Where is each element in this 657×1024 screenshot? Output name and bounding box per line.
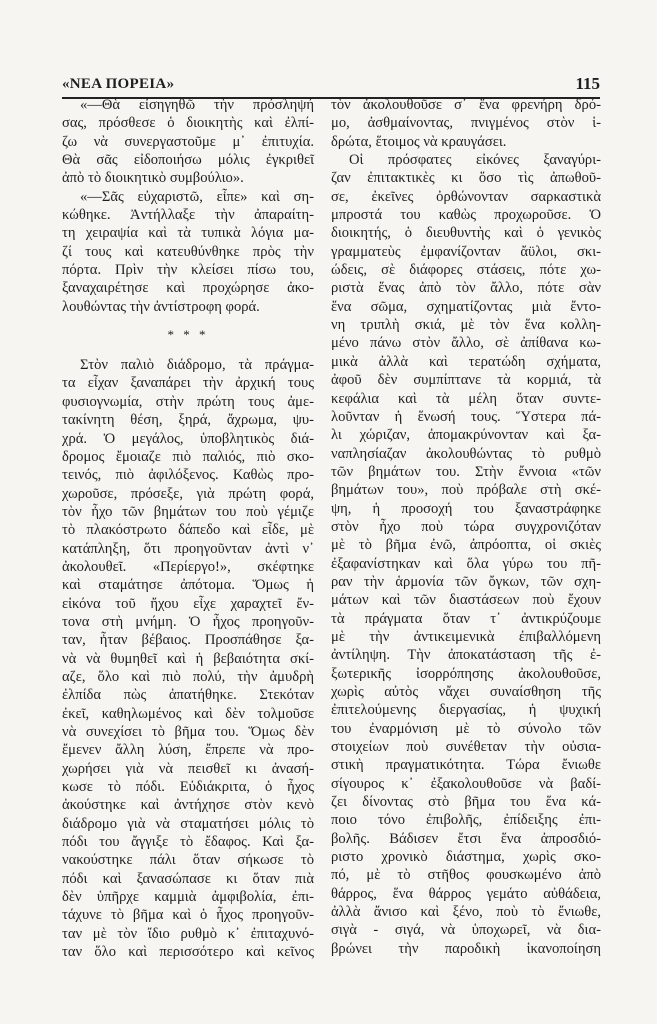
text-line: πόδι καὶ ξανασώπασε κι ὅταν πιὰ bbox=[62, 870, 314, 887]
text-line: κώθηκε. Ἀντήλλαξε τὴν ἀπαραίτη- bbox=[62, 207, 314, 224]
text-line: ριστο χρονικὸ διάστημα, χωρὶς σκο- bbox=[331, 849, 601, 866]
text-line: μο, ἀσθμαίνοντας, πνιγμένος στὸν ἱ- bbox=[331, 115, 601, 132]
text-line: φυσιογνωμία, στὴν πρώτη τους ἀμε- bbox=[62, 393, 314, 410]
text-line: στὸν ἦχο ποὺ τώρα συγχρονιζόταν bbox=[331, 518, 601, 535]
text-line: τα εἶχαν ξαναπάρει τὴν ἀρχική τους bbox=[62, 375, 314, 392]
right-column bbox=[331, 96, 601, 958]
text-line: ἐξαφανίστηκαν καὶ ὅλα γύρω του πῆ- bbox=[331, 555, 601, 572]
text-line: μικὰ ἀλλὰ καὶ τερατώδη σχήματα, bbox=[331, 353, 601, 370]
text-line: ψη, ἡ προσοχή του ξαναστράφηκε bbox=[331, 500, 601, 517]
text-line: νακούστηκε πάλι ὅταν σήκωσε τὸ bbox=[62, 852, 314, 869]
text-line: τεινός, πιὸ ἀφιλόξενος. Καθὼς προ- bbox=[62, 467, 314, 484]
text-line: τὸ πλακόστρωτο δάπεδο καὶ εἶδε, μὲ bbox=[62, 522, 314, 539]
text-line: ἐπιτελούμενης διεργασίας, ἡ ψυχική bbox=[331, 702, 601, 719]
page-number: 115 bbox=[575, 74, 600, 93]
text-line: ζω νὰ συνεργαστοῦμε μ᾽ ἐπιτυχία. bbox=[62, 133, 314, 150]
text-line: ταν, ἦταν βέβαιος. Προσπάθησε ξα- bbox=[62, 632, 314, 649]
section-separator: * * * bbox=[167, 327, 209, 343]
text-line: ποιο τόνο ἐπιβολῆς, ἐπίδειξης ἐπι- bbox=[331, 812, 601, 829]
text-line: χωρήσει γιὰ νὰ πεισθεῖ κι ἀνασή- bbox=[62, 760, 314, 777]
text-line: τη χειραψία καὶ τὰ τυπικὰ λόγια μα- bbox=[62, 225, 314, 242]
text-line: του ἐναρμόνιση μὲ τὸ σύνολο τῶν bbox=[331, 720, 601, 737]
text-line: ἀπὸ τὸ διοικητικὸ συμβούλιο». bbox=[62, 170, 244, 187]
text-line: διοικητής, ὁ διευθυντὴς καὶ ὁ γενικὸς bbox=[331, 225, 601, 242]
text-line: τακίνητη θέση, ξηρά, ἄχρωμα, ψυ- bbox=[62, 412, 314, 429]
text-line: κατάπληξη, ὅτι προηγοῦνταν ἀντὶ ν᾽ bbox=[62, 540, 314, 557]
text-line: γραμματεὺς ἐμφανίζονταν ἄϋλοι, σκι- bbox=[331, 243, 601, 260]
text-line: εἰκόνα τοῦ ἤχου εἶχε χαραχτεῖ ἔν- bbox=[62, 595, 314, 612]
text-line: κεφάλια καὶ τὰ μέλη ὅταν συντε- bbox=[331, 390, 601, 407]
text-line: βημάτων του», ποὺ πρόβαλε στὴ σκέ- bbox=[331, 482, 601, 499]
running-header bbox=[62, 74, 600, 96]
text-line: ώδεις, σὲ διάφορες στάσεις, πότε χω- bbox=[331, 262, 601, 279]
text-line: ἀφοῦ δὲν συμπίπτανε τὰ κορμιά, τὰ bbox=[331, 372, 601, 389]
text-line: μὲ τὴν ἀντικειμενικὰ ἐπιβαλλόμενη bbox=[331, 628, 601, 645]
text-line: θάρρος, ἕνα θάρρος γεμάτο αὐθάδεια, bbox=[331, 885, 601, 902]
text-line: ἕνα σῶμα, σχηματίζοντας μιὰ ἔντο- bbox=[331, 298, 601, 315]
text-line: ριστὰ ἕνας ἀπὸ τὸν ἄλλο, πότε σὰν bbox=[331, 280, 601, 297]
text-line: διάδρομο γιὰ νὰ σταματήσει μόλις τὸ bbox=[62, 815, 314, 832]
text-line: τὰ πράγματα ὅταν τ᾽ ἀντικρύζουμε bbox=[331, 610, 601, 627]
text-line: μένο πάνω στὸν ἄλλο, σὲ ἀπίθανα κω- bbox=[331, 335, 601, 352]
text-line: νη τριπλὴ σκιά, μὲ τὸν ἕνα κολλη- bbox=[331, 317, 601, 334]
text-line: ἀντίληψη. Τὴν ἀποκατάσταση τῆς ἐ- bbox=[331, 647, 601, 664]
text-line: βολῆς. Βάδισεν ἔτσι ἕνα ἀπροσδιό- bbox=[331, 830, 601, 847]
left-column bbox=[62, 96, 314, 961]
text-line: χωροῦσε, πρόσεξε, γιὰ πρώτη φορά, bbox=[62, 485, 314, 502]
text-line: νὰ νὰ θυμηθεῖ καὶ ἡ βεβαιότητα σκί- bbox=[62, 650, 314, 667]
text-line: σας, πρόσθεσε ὁ διοικητὴς καὶ ἐλπί- bbox=[62, 115, 314, 132]
text-line: λοῦνταν ἡ ἕνωσή τους. Ὕστερα πά- bbox=[331, 408, 601, 425]
text-line: «—Θὰ εἰσηγηθῶ τὴν πρόσληψή bbox=[80, 97, 314, 113]
text-line: τῶν βημάτων του. Στὴν ἔννοια «τῶν bbox=[331, 463, 601, 480]
text-line: μὲ τὸ βῆμα ἐνῶ, ἀπρόοπτα, οἱ σκιὲς bbox=[331, 537, 601, 554]
text-line: ζει δίνοντας στὸ βῆμα του ἕνα κά- bbox=[331, 794, 601, 811]
text-line: λουθώντας τὴν ἀντίστροφη φορά. bbox=[62, 298, 260, 315]
text-line: ταν μὲ τὸν ἴδιο ρυθμὸ κ᾽ ἐπιταχυνό- bbox=[62, 925, 314, 942]
text-line: σίγουρος κ᾽ ἐξακολουθοῦσε νὰ βαδί- bbox=[331, 775, 601, 792]
text-line: ναπλησίαζαν ἀκολουθώντας τὸ ρυθμὸ bbox=[331, 445, 601, 462]
text-line: «—Σᾶς εὐχαριστῶ, εἶπε» καὶ ση- bbox=[80, 188, 314, 205]
text-line: μάτων καὶ τῶν διαστάσεων ποὺ ἔχουν bbox=[331, 592, 601, 609]
text-line: ἐλπίδα πὼς ἀπατήθηκε. Στεκόταν bbox=[62, 687, 314, 704]
text-line: ξωτερικῆς ἰσορρόπησης ἀκολουθοῦσε, bbox=[331, 665, 601, 682]
text-line: μπροστά του καθὼς προχωροῦσε. Ὁ bbox=[331, 207, 601, 224]
text-line: χωρὶς αὐτὸς νἄχει συναίσθηση τῆς bbox=[331, 684, 601, 700]
text-line: Θὰ σᾶς εἰδοποιήσω μόλις ἐγκριθεῖ bbox=[62, 152, 314, 169]
text-line: δρομος ἔμοιαζε πιὸ παλιός, πιὸ σκο- bbox=[62, 448, 314, 465]
text-line: τονα στὴ μνήμη. Ὁ ἦχος προηγοῦν- bbox=[62, 613, 314, 630]
text-line: στοιχείων ποὺ συνέθεταν τὴν οὐσια- bbox=[331, 739, 601, 756]
text-line: σιγὰ - σιγά, νὰ ὑποχωρεῖ, νὰ δια- bbox=[331, 922, 601, 939]
journal-title: «ΝΕΑ ΠΟΡΕΙΑ» bbox=[62, 76, 175, 92]
text-line: ἀλλὰ ἄνισο καὶ ξένο, ποὺ τὸ ἔνιωθε, bbox=[331, 904, 601, 921]
text-line: ἀκολουθεῖ. «Περίεργο!», σκέφτηκε bbox=[62, 558, 314, 575]
text-line: τὸν ἀκολουθοῦσε σ᾽ ἕνα φρενήρη δρό- bbox=[331, 97, 601, 113]
text-line: δὲν ὑπῆρχε καμμιὰ ἀμφιβολία, ἐπι- bbox=[62, 889, 314, 906]
text-line: αζε, ὅλο καὶ πιὸ πολύ, τὴν ἀμυδρὴ bbox=[62, 668, 314, 685]
text-line: σε, ἐκεῖνες ὀρθώνονταν σαρκαστικὰ bbox=[331, 188, 601, 205]
text-line: ζαν ἐπιτακτικὲς κι ὅσο τὶς ἀπωθοῦ- bbox=[331, 170, 601, 187]
text-line: Οἱ πρόσφατες εἰκόνες ξαναγύρι- bbox=[349, 152, 601, 169]
text-line: ζί τους καὶ κατευθύνθηκε πρὸς τὴν bbox=[62, 243, 314, 260]
text-line: καὶ σταμάτησε ἀπότομα. Ὅμως ἡ bbox=[62, 577, 314, 594]
text-line: τάχυνε τὸ βῆμα καὶ ὁ ἦχος προηγοῦν- bbox=[62, 907, 314, 924]
text-line: πό, μὲ τὸ στῆθος φουσκωμένο ἀπὸ bbox=[331, 867, 601, 884]
text-line: λι χώριζαν, ἀπομακρύνονταν καὶ ξα- bbox=[331, 427, 601, 444]
text-line: ραν τὴν ἁρμονία τῶν ὄγκων, τῶν σχη- bbox=[331, 573, 601, 590]
text-line: ξαναχαιρέτησε καὶ προχώρησε ἀκο- bbox=[62, 280, 314, 297]
text-line: δρώτα, ἕτοιμος νὰ κραυγάσει. bbox=[331, 133, 507, 150]
text-line: ταν ὅλο καὶ περισσότερο καὶ κεῖνος bbox=[62, 944, 314, 961]
text-line: στικὴ πραγματικότητα. Τώρα ἔνιωθε bbox=[331, 757, 601, 774]
text-line: ἐκεῖ, καθηλωμένος καὶ δὲν τολμοῦσε bbox=[62, 705, 314, 722]
text-line: ἀκούστηκε καὶ ἀντήχησε στὸν κενὸ bbox=[62, 797, 314, 814]
text-line: Στὸν παλιὸ διάδρομο, τὰ πράγμα- bbox=[80, 357, 314, 374]
text-line: κωσε τὸ πόδι. Εὐδιάκριτα, ὁ ἦχος bbox=[62, 779, 314, 796]
text-line: πόδι του ἄγγιξε τὸ ἔδαφος. Καὶ ξα- bbox=[62, 834, 314, 851]
text-line: τὸν ἦχο τῶν βημάτων του ποὺ γέμιζε bbox=[62, 503, 314, 520]
text-line: βρώνει τὴν παροδικὴ ἱκανοποίηση bbox=[331, 940, 601, 957]
text-line: πόρτα. Πρὶν τὴν κλείσει πίσω του, bbox=[62, 262, 314, 279]
text-line: ἔμενεν ἄλλη λύση, ἔπρεπε νὰ προ- bbox=[62, 742, 314, 759]
text-line: νὰ συνεχίσει τὸ βῆμα του. Ὅμως δὲν bbox=[62, 724, 314, 740]
text-line: χρά. Ὁ μεγάλος, ὑποβλητικὸς διά- bbox=[62, 430, 314, 447]
